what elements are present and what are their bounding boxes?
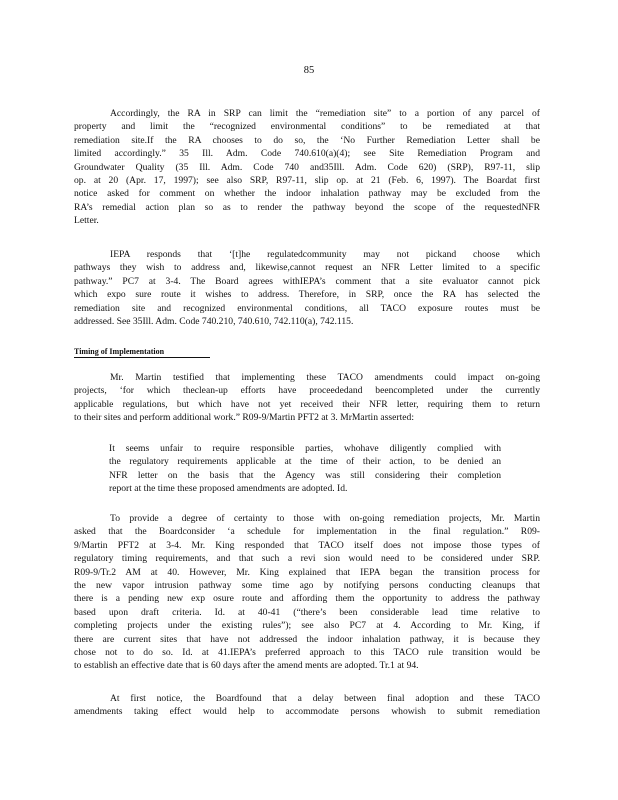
text-line: IEPA responds that ‘[t]he regulatedcommunity may not pickand choose which bbox=[110, 249, 540, 260]
text-line: notice asked for comment on whether the indoor inhalation pathway may be excluded from the bbox=[74, 188, 540, 200]
text-line: there are current sites that have not addressed the indoor inhalation pathway, it is because they bbox=[74, 633, 540, 645]
text-line: remediation site and recognized environmental conditions, all TACO exposure routes must be bbox=[74, 302, 540, 314]
text-line: to establish an effective date that is 60 days after the amend ments are adopted. Tr.1 at 94. bbox=[74, 660, 419, 672]
text-line: property and limit the “recognized environmental conditions” to be remediated at that bbox=[74, 121, 540, 133]
text-line: amendments taking effect would help to accommodate persons whowish to submit remediation bbox=[74, 706, 540, 718]
text-line: It seems unfair to require responsible parties, whohave diligently complied with bbox=[109, 443, 501, 454]
text-line: regulatory timing requirements, and that such a revi sion would need to be considered under SRP. bbox=[74, 553, 540, 565]
text-line: pathway.” PC7 at 3-4. The Board agrees withIEPA’s comment that a site evaluator cannot pick bbox=[74, 275, 540, 287]
text-line: based upon draft criteria. Id. at 40-41 (“there’s been considerable lead time relative to bbox=[74, 606, 540, 618]
text-line: pathways they wish to address and, likewise,cannot request an NFR Letter limited to a specific bbox=[74, 262, 540, 274]
text-line: Groundwater Quality (35 Ill. Adm. Code 740 and35Ill. Adm. Code 620) (SRP), R97-11, slip bbox=[74, 161, 540, 173]
paragraph-first-notice bbox=[74, 692, 540, 719]
text-line: 9/Martin PFT2 at 3-4. Mr. King responded that TACO itself does not impose those types of bbox=[74, 539, 540, 551]
text-line: Accordingly, the RA in SRP can limit the “remediation site” to a portion of any parcel of bbox=[110, 108, 540, 119]
paragraph-implementation-schedule bbox=[74, 512, 540, 673]
page-number: 85 bbox=[303, 65, 315, 76]
text-line: Mr. Martin testified that implementing these TACO amendments could impact on-going bbox=[110, 372, 540, 383]
text-line: op. at 20 (Apr. 17, 1997); see also SRP, R97-11, slip op. at 21 (Feb. 6, 1997). The Boardat first bbox=[74, 175, 540, 187]
text-line: to their sites and perform additional work.” R09-9/Martin PFT2 at 3. MrMartin asserted: bbox=[74, 412, 414, 424]
text-line: chose not to do so. Id. at 41.IEPA’s preferred approach to this TACO rule transition would be bbox=[74, 647, 540, 659]
text-line: At first notice, the Boardfound that a delay between final adoption and these TACO bbox=[110, 693, 540, 704]
text-line: asked that the Boardconsider ‘a schedule for implementation in the final regulation.” R09- bbox=[74, 526, 540, 538]
text-line: Letter. bbox=[74, 215, 99, 227]
paragraph-remediation-site bbox=[74, 107, 540, 228]
text-line: there is a pending new exp osure route and affording them the opportunity to address the pathway bbox=[74, 593, 540, 605]
text-line: projects, ‘for which theclean-up efforts have proceededand beencompleted under the currently bbox=[74, 385, 540, 397]
text-line: R09-9/Tr.2 AM at 40. However, Mr. King explained that IEPA began the transition process for bbox=[74, 566, 540, 578]
block-quote bbox=[109, 442, 501, 496]
text-line: remediation site.If the RA chooses to do so, the ‘No Further Remediation Letter shall be bbox=[74, 134, 540, 146]
text-line: addressed. See 35Ill. Adm. Code 740.210, 740.610, 742.110(a), 742.115. bbox=[74, 316, 354, 328]
text-line: To provide a degree of certainty to those with on-going remediation projects, Mr. Martin bbox=[110, 513, 540, 524]
text-line: report at the time these proposed amendments are adopted. Id. bbox=[109, 483, 348, 495]
text-line: NFR letter on the basis that the Agency was still considering their completion bbox=[109, 469, 501, 481]
text-line: limited accordingly.” 35 Ill. Adm. Code 740.610(a)(4); see Site Remediation Program and bbox=[74, 148, 540, 160]
paragraph-martin-testimony bbox=[74, 371, 540, 425]
text-line: which expo sure route it wishes to address. Therefore, in SRP, once the RA has selected the bbox=[74, 289, 540, 301]
text-line: completing projects under the existing rules”); see also PC7 at 4. According to Mr. King, if bbox=[74, 620, 540, 632]
text-line: the new vapor intrusion pathway some time ago by notifying persons conducting cleanups that bbox=[74, 580, 540, 592]
text-line: RA’s remedial action plan so as to render the pathway beyond the scope of the requestedNFR bbox=[74, 201, 540, 213]
section-heading: Timing of Implementation bbox=[74, 346, 210, 358]
text-line: applicable regulations, but which have not yet received their NFR letter, requiring them to return bbox=[74, 398, 540, 410]
paragraph-iepa-response bbox=[74, 248, 540, 328]
text-line: the regulatory requirements applicable at the time of their action, to be denied an bbox=[109, 456, 501, 468]
